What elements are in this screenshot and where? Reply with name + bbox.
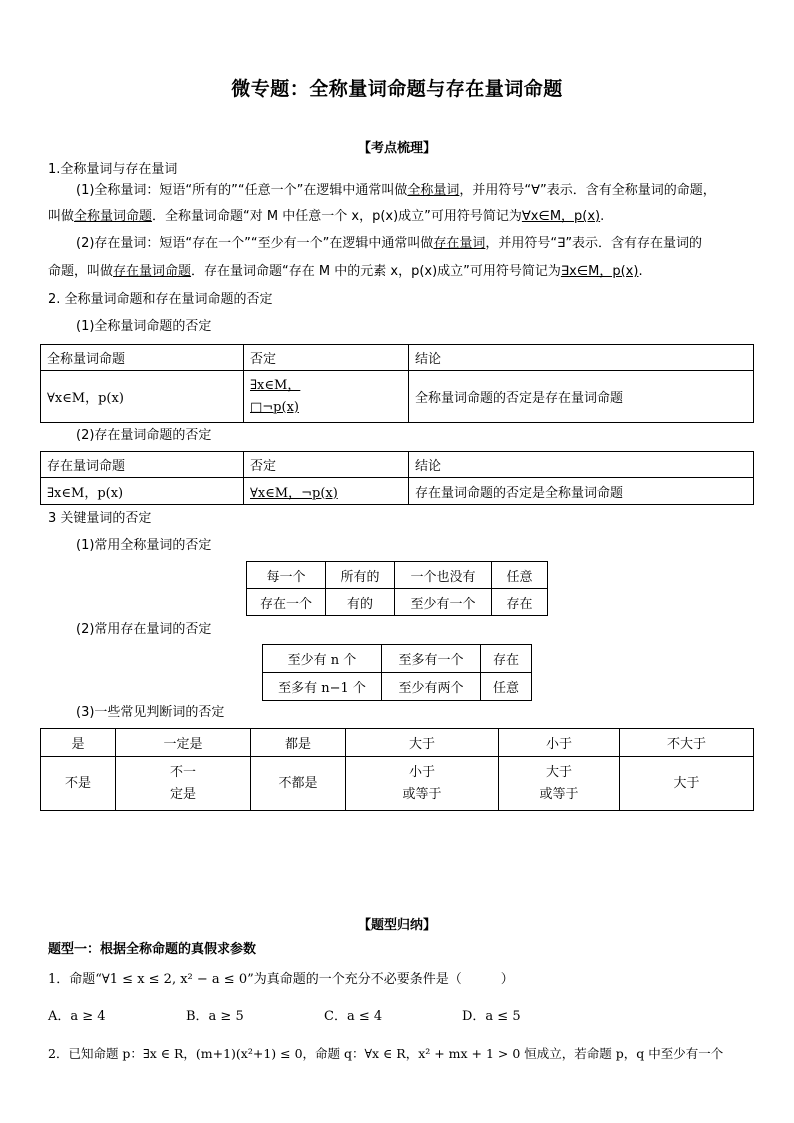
- para-1-line-1: (1)全称量词：短语“所有的”“任意一个”在逻辑中通常叫做全称量词，并用符号“∀”表示．含有全称量词的命题，: [76, 183, 716, 198]
- table-cell: ∀x∈M，¬p(x): [244, 478, 409, 505]
- table-header: 全称量词命题: [41, 345, 244, 371]
- table-cell: 至少有两个: [382, 673, 481, 701]
- table-cell: 至多有 n−1 个: [263, 673, 382, 701]
- option-d: D．a ≤ 5: [462, 1009, 521, 1024]
- question-2: 2．已知命题 p：∃x ∈ R，(m+1)(x²+1) ≤ 0，命题 q：∀x ∈ R，x² + mx + 1 > 0 恒成立，若命题 p，q 中至少有一个: [48, 1046, 724, 1061]
- table-cell: 每一个: [247, 562, 326, 589]
- subheading-3-2: (2)常用存在量词的否定: [76, 622, 212, 637]
- question-type-1: 题型一：根据全称命题的真假求参数: [48, 942, 257, 957]
- table-header: 否定: [244, 452, 409, 478]
- table-cell: 存在: [481, 645, 532, 673]
- subheading-3-3: (3)一些常见判断词的否定: [76, 705, 225, 720]
- table-cell: ∃x∈M，p(x): [41, 478, 244, 505]
- heading-2: 2. 全称量词命题和存在量词命题的否定: [48, 292, 273, 307]
- para-1-line-3: (2)存在量词：短语“存在一个”“至少有一个”在逻辑中通常叫做存在量词，并用符号“∃”表示．含有存在量词的: [76, 236, 703, 251]
- table-existential-quantifiers: [262, 644, 532, 701]
- table-cell: ∀x∈M，p(x): [41, 371, 244, 423]
- table-cell: 任意: [492, 562, 548, 589]
- table-header: 存在量词命题: [41, 452, 244, 478]
- table-cell: 大于: [620, 757, 754, 811]
- table-cell: ∃x∈M， □¬p(x): [244, 371, 409, 423]
- table-universal-quantifiers: [246, 561, 548, 616]
- table-header: 结论: [409, 452, 754, 478]
- table-cell: 不是: [41, 757, 116, 811]
- para-1-line-4: 命题，叫做存在量词命题．存在量词命题“存在 M 中的元素 x，p(x)成立”可用符号简记为∃x∈M，p(x).: [48, 264, 643, 279]
- table-header: 结论: [409, 345, 754, 371]
- table-existential-negation: [40, 451, 754, 505]
- option-b: B．a ≥ 5: [186, 1009, 244, 1024]
- table-cell: 是: [41, 729, 116, 757]
- subheading-2-1: (1)全称量词命题的否定: [76, 319, 212, 334]
- table-cell: 存在量词命题的否定是全称量词命题: [409, 478, 754, 505]
- heading-3: 3 关键量词的否定: [48, 511, 152, 526]
- option-a: A．a ≥ 4: [48, 1009, 106, 1024]
- subheading-3-1: (1)常用全称量词的否定: [76, 538, 212, 553]
- table-cell: 至少有 n 个: [263, 645, 382, 673]
- table-cell: 小于: [499, 729, 620, 757]
- table-cell: 都是: [251, 729, 346, 757]
- section-heading-question-types: 【题型归纳】: [357, 918, 436, 933]
- table-judgment-words: [40, 728, 754, 811]
- table-cell: 任意: [481, 673, 532, 701]
- table-cell: 一定是: [116, 729, 251, 757]
- table-cell: 大于: [346, 729, 499, 757]
- heading-1: 1.全称量词与存在量词: [48, 162, 178, 177]
- table-cell: 小于 或等于: [346, 757, 499, 811]
- page-title: 微专题：全称量词命题与存在量词命题: [231, 78, 563, 100]
- table-cell: 存在一个: [247, 589, 326, 616]
- table-cell: 全称量词命题的否定是存在量词命题: [409, 371, 754, 423]
- table-cell: 存在: [492, 589, 548, 616]
- question-1: 1．命题“∀1 ≤ x ≤ 2, x² − a ≤ 0”为真命题的一个充分不必要条件是（ ）: [48, 972, 514, 987]
- table-cell: 不大于: [620, 729, 754, 757]
- table-cell: 一个也没有: [395, 562, 492, 589]
- table-cell: 所有的: [326, 562, 395, 589]
- table-cell: 有的: [326, 589, 395, 616]
- table-cell: 大于 或等于: [499, 757, 620, 811]
- table-cell: 不都是: [251, 757, 346, 811]
- table-header: 否定: [244, 345, 409, 371]
- table-cell: 至多有一个: [382, 645, 481, 673]
- section-heading-review: 【考点梳理】: [357, 141, 436, 156]
- table-cell: 不一 定是: [116, 757, 251, 811]
- table-universal-negation: [40, 344, 754, 423]
- option-c: C．a ≤ 4: [324, 1009, 383, 1024]
- para-1-line-2: 叫做全称量词命题．全称量词命题“对 M 中任意一个 x，p(x)成立”可用符号简记为∀x∈M，p(x).: [48, 209, 605, 224]
- subheading-2-2: (2)存在量词命题的否定: [76, 428, 212, 443]
- table-cell: 至少有一个: [395, 589, 492, 616]
